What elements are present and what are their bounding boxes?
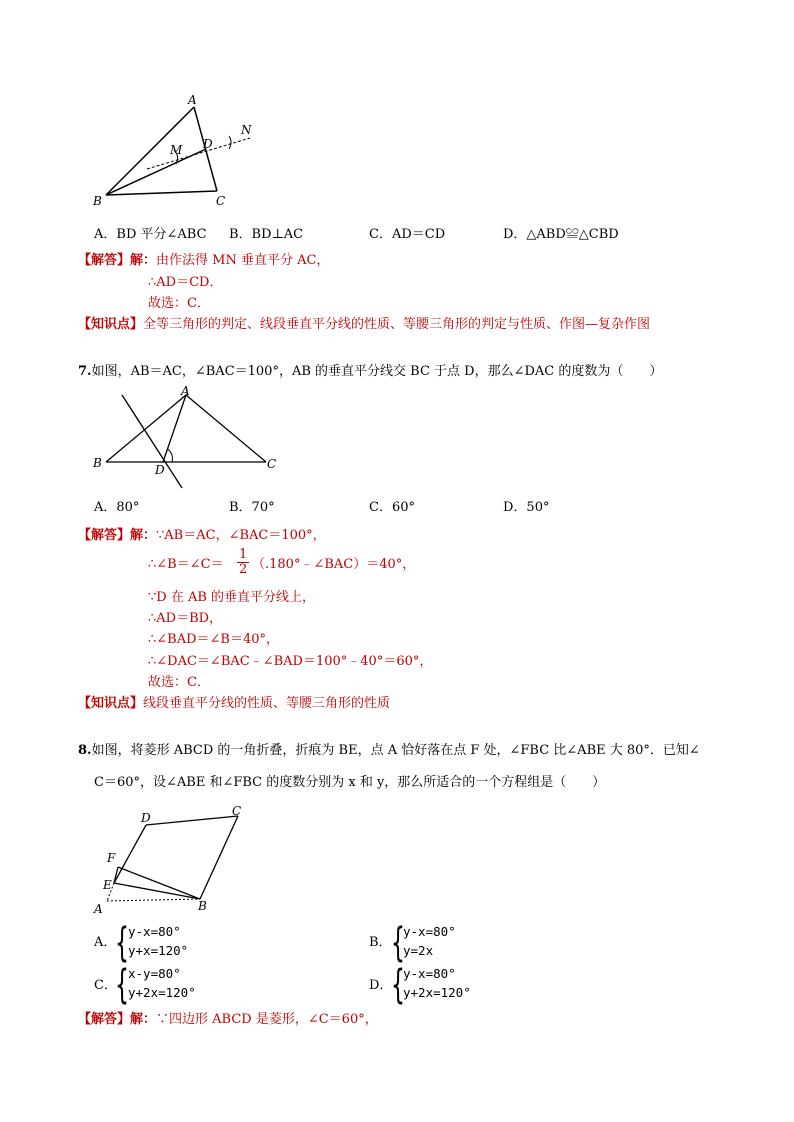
q8-option-a-label: A． <box>94 935 117 950</box>
q7-stem <box>78 364 662 380</box>
q7-knowledge-text: 线段垂直平分线的性质、等腰三角形的性质 <box>143 696 391 711</box>
q6-label-a: A <box>188 93 197 107</box>
q7-option-c: C．60° <box>369 500 415 515</box>
q8-figure <box>90 800 260 915</box>
q8-answer <box>78 1012 378 1028</box>
q7-label-a: A <box>181 384 190 398</box>
q8-option-a-system <box>128 922 188 960</box>
q8-label-d: D <box>141 811 151 825</box>
q7-answer-line-7: 故选：C． <box>148 675 210 690</box>
q8-option-c-eq1: x-y=80° <box>128 966 181 981</box>
q7-number: 7. <box>78 364 92 379</box>
q7-option-d: D．50° <box>503 500 550 515</box>
q8-option-b-eq1: y-x=80° <box>403 924 456 939</box>
q6-answer-line-1: 由作法得 MN 垂直平分 AC， <box>156 253 330 268</box>
q8-option-b-brace: { <box>391 920 405 966</box>
q6-label-n: N <box>241 123 252 137</box>
q8-label-c: C <box>232 804 242 818</box>
q6-knowledge <box>78 317 650 333</box>
q8-option-c-eq2: y+2x=120° <box>128 985 196 1000</box>
q8-crease-be <box>114 883 200 899</box>
q8-label-b: B <box>198 899 207 913</box>
q7-answer <box>78 528 326 544</box>
q8-segment-fb <box>118 867 200 899</box>
q7-figure <box>90 385 290 495</box>
q8-option-d-brace: { <box>391 962 405 1008</box>
q7-frac-suffix: （.180°﹣∠BAC）＝40°， <box>252 557 416 572</box>
q6-perp-bisector-mn <box>147 138 250 169</box>
q8-stem-line-1 <box>78 743 700 759</box>
q6-arc-n <box>229 136 231 149</box>
q8-answer-line-1: ∵四边形 ABCD 是菱形，∠C＝60°， <box>156 1012 378 1027</box>
q8-option-a-brace: { <box>115 920 129 966</box>
q8-option-b-system <box>403 922 456 960</box>
q6-knowledge-text: 全等三角形的判定、线段垂直平分线的性质、等腰三角形的判定与性质、作图—复杂作图 <box>143 317 651 332</box>
q7-angle-mark <box>168 449 173 462</box>
q8-stem-text-1: 如图，将菱形 ABCD 的一角折叠，折痕为 BE，点 A 恰好落在点 F 处，∠FBC 比∠ABE 大 80°．已知∠ <box>91 743 700 758</box>
q6-label-c: C <box>216 194 226 208</box>
q8-option-d-eq1: y-x=80° <box>403 966 456 981</box>
q6-label-d: D <box>203 137 213 151</box>
q8-option-d-eq2: y+2x=120° <box>403 985 471 1000</box>
q8-side-de <box>114 825 146 883</box>
q7-label-c: C <box>267 457 277 471</box>
q7-frac-prefix: ∴∠B＝∠C＝ <box>148 557 224 572</box>
q8-side-cb <box>200 816 238 899</box>
q7-side-ac <box>186 395 266 462</box>
q8-option-c-brace: { <box>115 962 129 1008</box>
q7-label-b: B <box>93 456 102 470</box>
q7-answer-fraction-line <box>148 557 224 573</box>
q7-stem-text: 如图，AB＝AC，∠BAC＝100°，AB 的垂直平分线交 BC 于点 D，那么∠DAC 的度数为（ ） <box>91 364 663 379</box>
q7-knowledge-tag: 【知识点】 <box>78 696 144 711</box>
q6-option-c: C．AD＝CD <box>369 227 446 242</box>
q8-side-dc <box>146 816 238 825</box>
q8-option-c-system <box>128 964 196 1002</box>
q6-figure <box>90 92 270 212</box>
q7-label-d: D <box>155 463 165 477</box>
q7-option-a: A．80° <box>94 500 140 515</box>
q8-option-b-label: B． <box>369 935 392 950</box>
q7-answer-line-1: ∵AB＝AC，∠BAC＝100°， <box>156 528 326 543</box>
q7-fraction <box>237 548 249 577</box>
q6-label-m: M <box>170 143 183 157</box>
q6-answer <box>78 253 329 269</box>
q8-segment-ab <box>107 899 200 901</box>
q7-answer-line-5: ∴∠BAD＝∠B＝40°， <box>148 632 280 647</box>
q6-knowledge-tag: 【知识点】 <box>78 317 144 332</box>
q8-stem-line-2: C＝60°，设∠ABE 和∠FBC 的度数分别为 x 和 y，那么所适合的一个方程组是（ ） <box>94 775 606 790</box>
q8-label-f: F <box>107 851 116 865</box>
q6-option-a: A．BD 平分∠ABC <box>94 227 207 242</box>
q7-answer-line-3: ∵D 在 AB 的垂直平分线上， <box>148 590 316 605</box>
q7-answer-line-6: ∴∠DAC＝∠BAC﹣∠BAD＝100°﹣40°＝60°， <box>148 654 433 669</box>
q8-option-d-label: D． <box>369 978 393 993</box>
q8-number: 8. <box>78 743 92 758</box>
q8-option-a-eq2: y+x=120° <box>128 943 189 958</box>
q8-option-b-eq2: y=2x <box>403 943 434 958</box>
q6-label-b: B <box>93 194 102 208</box>
q8-answer-tag: 【解答】解： <box>78 1012 157 1027</box>
q7-frac-den: 2 <box>239 562 248 577</box>
q6-option-b: B．BD⊥AC <box>229 227 304 242</box>
q7-option-b: B．70° <box>229 500 275 515</box>
q6-answer-line-2: ∴AD＝CD． <box>148 275 223 290</box>
q8-option-d-system <box>403 964 471 1002</box>
q7-answer-line-4: ∴AD＝BD， <box>148 611 223 626</box>
q8-label-e: E <box>103 878 112 892</box>
q6-answer-tag: 【解答】解： <box>78 253 157 268</box>
q7-answer-tag: 【解答】解： <box>78 528 157 543</box>
q8-label-a: A <box>94 902 103 916</box>
q7-knowledge <box>78 696 390 712</box>
q8-option-c-label: C． <box>94 978 117 993</box>
q6-side-bc <box>106 191 217 195</box>
q8-option-a-eq1: y-x=80° <box>128 924 181 939</box>
q6-answer-line-3: 故选：C． <box>148 296 210 311</box>
q7-frac-num: 1 <box>239 547 248 562</box>
q6-option-d: D．△ABD≌△CBD <box>503 227 619 242</box>
